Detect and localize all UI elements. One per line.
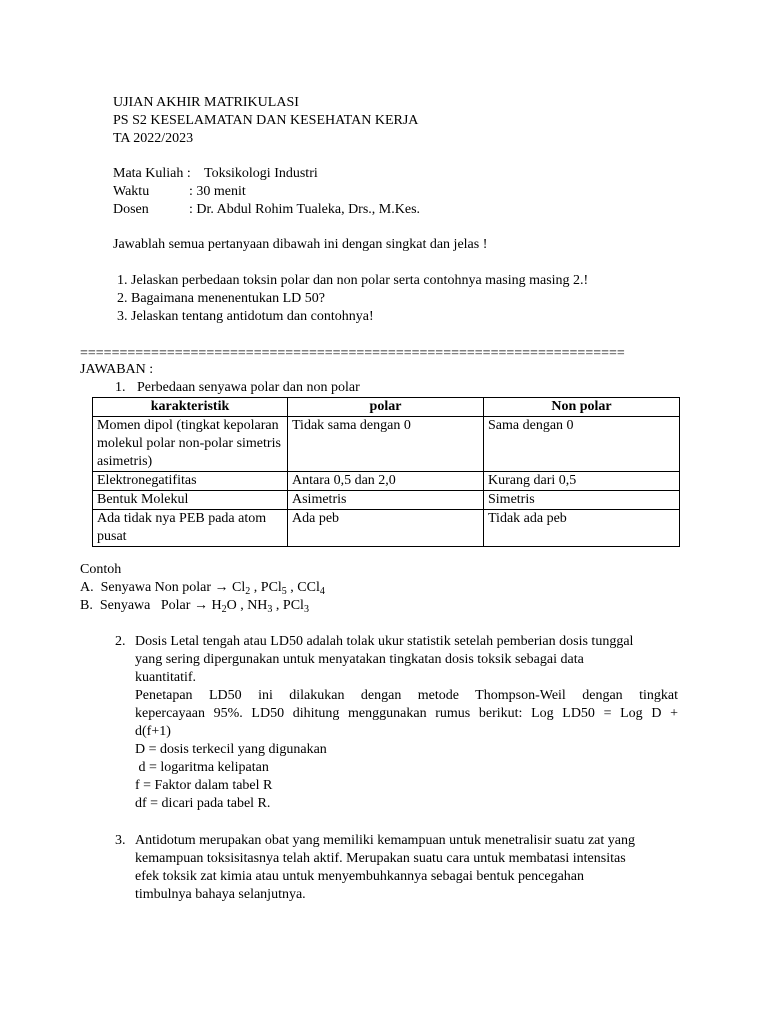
- academic-year: TA 2022/2023: [113, 131, 194, 146]
- table-row: [93, 472, 680, 491]
- example-b-text: Senyawa Polar: [99, 598, 191, 613]
- example-a-text: Senyawa Non polar: [100, 580, 212, 595]
- table-cell: Antara 0,5 dan 2,0: [288, 472, 484, 491]
- table-row: [93, 491, 680, 510]
- answer-3-line: Antidotum merupakan obat yang memiliki kemampuan untuk menetralisir suatu zat yang: [135, 833, 635, 848]
- separator-line: =====================================================================: [80, 346, 625, 361]
- table-cell: Ada tidak nya PEB pada atom pusat: [93, 510, 288, 547]
- table-cell: Tidak ada peb: [484, 510, 680, 547]
- table-cell: Bentuk Molekul: [93, 491, 288, 510]
- table-header-cell: karakteristik: [93, 398, 288, 417]
- formula-pcl3: PCl$_3$: [282, 598, 309, 615]
- table-cell: Asimetris: [288, 491, 484, 510]
- arrow-right-icon: →: [193, 598, 208, 613]
- answer-3-line: timbulnya bahaya selanjutnya.: [135, 887, 306, 902]
- answer-2-number: 2.: [115, 634, 126, 649]
- time-label: Waktu: [113, 184, 150, 199]
- table-row: [93, 510, 680, 547]
- formula-cl2: $Cl_2$: [232, 580, 251, 597]
- table-cell: Momen dipol (tingkat kepolaran molekul polar non-polar simetris asimetris): [93, 417, 288, 472]
- question-2: 2. Bagaimana menenentukan LD 50?: [117, 291, 325, 306]
- question-1: 1. Jelaskan perbedaan toksin polar dan non polar serta contohnya masing masing 2.!: [117, 273, 589, 288]
- table-row: [93, 417, 680, 472]
- table-cell: Sama dengan 0: [484, 417, 680, 472]
- example-b: B. Senyawa Polar → $H_2O$ , $NH_3$ , PCl$_3$: [80, 598, 309, 615]
- table-cell: Elektronegatifitas: [93, 472, 288, 491]
- example-a-label: A.: [80, 580, 94, 595]
- table-header-row: [93, 398, 680, 417]
- answer-2-line: Penetapan LD50 ini dilakukan dengan metode Thompson-Weil dengan tingkat: [135, 688, 678, 703]
- answer-1-number: 1.: [115, 380, 126, 395]
- table-cell: Tidak sama dengan 0: [288, 417, 484, 472]
- program-title: PS S2 KESELAMATAN DAN KESEHATAN KERJA: [113, 113, 419, 128]
- question-3: 3. Jelaskan tentang antidotum dan contohnya!: [117, 309, 374, 324]
- lecturer-value: : Dr. Abdul Rohim Tualeka, Drs., M.Kes.: [189, 202, 421, 217]
- table-header-cell: polar: [288, 398, 484, 417]
- table-header-cell: Non polar: [484, 398, 680, 417]
- answer-2-line: d(f+1): [135, 724, 171, 739]
- lecturer-label: Dosen: [113, 202, 149, 217]
- formula-nh3: $NH_3$: [247, 598, 273, 615]
- answer-2-line: Dosis Letal tengah atau LD50 adalah tolak ukur statistik setelah pemberian dosis tunggal: [135, 634, 634, 649]
- table-cell: Simetris: [484, 491, 680, 510]
- answer-heading: JAWABAN :: [80, 362, 154, 377]
- formula-h2o: $H_2O$: [211, 598, 237, 615]
- example-heading: Contoh: [80, 562, 122, 577]
- arrow-right-icon: →: [214, 580, 229, 595]
- answer-2-line: kepercayaan 95%. LD50 dihitung menggunakan rumus berikut: Log LD50 = Log D +: [135, 706, 678, 721]
- definition-d-small: d = logaritma kelipatan: [135, 760, 269, 775]
- definition-d: D = dosis terkecil yang digunakan: [135, 742, 327, 757]
- course-label: Mata Kuliah :: [113, 166, 191, 181]
- definition-f: f = Faktor dalam tabel R: [135, 778, 273, 793]
- table-cell: Ada peb: [288, 510, 484, 547]
- table-cell: Kurang dari 0,5: [484, 472, 680, 491]
- definition-df: df = dicari pada tabel R.: [135, 796, 271, 811]
- exam-title: UJIAN AKHIR MATRIKULASI: [113, 95, 299, 110]
- answer-1-title: Perbedaan senyawa polar dan non polar: [137, 380, 360, 395]
- instruction: Jawablah semua pertanyaan dibawah ini dengan singkat dan jelas !: [113, 237, 488, 252]
- polarity-table: [92, 397, 680, 547]
- answer-2-line: kuantitatif.: [135, 670, 197, 685]
- answer-3-line: kemampuan toksisitasnya telah aktif. Merupakan suatu cara untuk membatasi intensitas: [135, 851, 626, 866]
- example-b-label: B.: [80, 598, 93, 613]
- course-value: Toksikologi Industri: [204, 166, 318, 181]
- answer-3-number: 3.: [115, 833, 126, 848]
- formula-pcl5: PCl$_5$: [260, 580, 287, 597]
- answer-3-line: efek toksik zat kimia atau untuk menyembuhkannya sebagai bentuk pencegahan: [135, 869, 585, 884]
- example-a: A. Senyawa Non polar → $Cl_2$ , PCl$_5$ , CCl$_4$: [80, 580, 325, 597]
- time-value: : 30 menit: [189, 184, 246, 199]
- formula-ccl4: CCl$_4$: [297, 580, 325, 597]
- answer-2-line: yang sering dipergunakan untuk menyatakan tingkatan dosis toksik sebagai data: [135, 652, 584, 667]
